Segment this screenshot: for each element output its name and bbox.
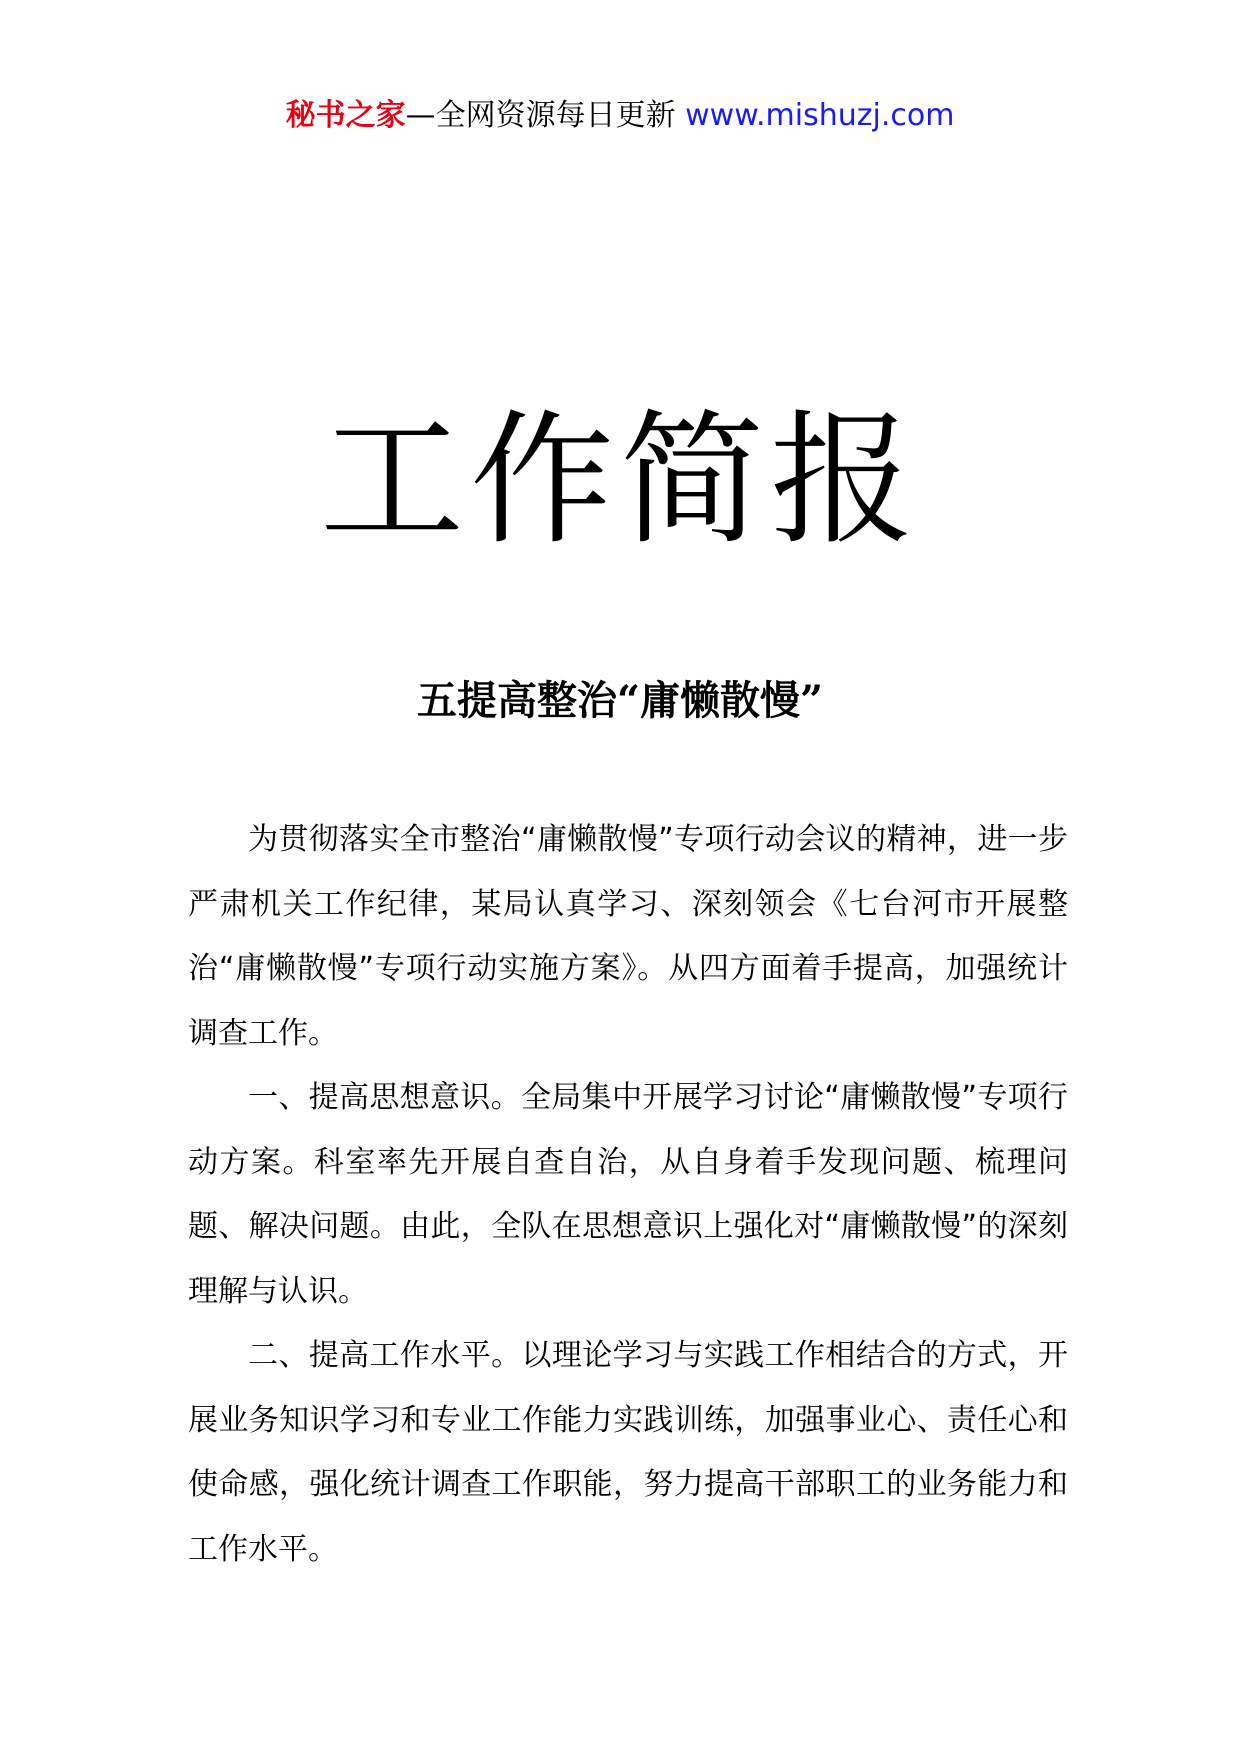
document-body	[188, 808, 1068, 1582]
header-tagline: —全网资源每日更新	[405, 98, 686, 133]
brand-name: 秘书之家	[285, 98, 406, 133]
document-subtitle: 五提高整治“庸懒散慢”	[416, 677, 823, 724]
paragraph-section-2: 二、提高工作水平。以理论学习与实践工作相结合的方式，开展业务知识学习和专业工作能力实践训练，加强事业心、责任心和使命感，强化统计调查工作职能，努力提高干部职工的业务能力和工作水平。	[188, 1338, 1068, 1567]
document-main-title: 工作简报	[319, 396, 920, 564]
paragraph-section-1: 一、提高思想意识。全局集中开展学习讨论“庸懒散慢”专项行动方案。科室率先开展自查自治，从自身着手发现问题、梳理问题、解决问题。由此，全队在思想意识上强化对“庸懒散慢”的深刻理解与认识。	[188, 1080, 1068, 1309]
site-header	[0, 96, 1240, 136]
website-link[interactable]: www.mishuzj.com	[685, 98, 955, 133]
paragraph-intro: 为贯彻落实全市整治“庸懒散慢”专项行动会议的精神，进一步严肃机关工作纪律，某局认真学习、深刻领会《七台河市开展整治“庸懒散慢”专项行动实施方案》。从四方面着手提高，加强统计调查工作。	[188, 822, 1068, 1051]
